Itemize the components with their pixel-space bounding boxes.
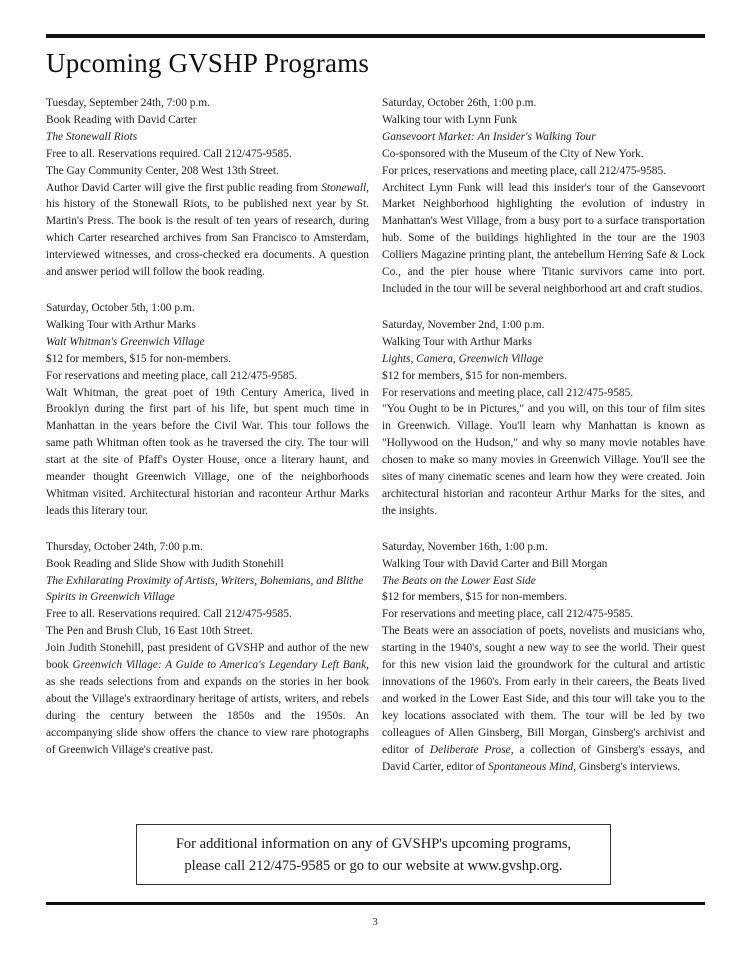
description-text: his history of the Stonewall Riots, to be published next year by St. Martin's Press. The book is the result of ten years of research, during which Carter researched archives from San Francisco to Amsterdam, interviewed witnesses, and cross-checked era documents. A question and answer period will follow the book reading. [46, 198, 369, 279]
program-description [382, 623, 705, 775]
program-type: Book Reading and Slide Show with Judith Stonehill [46, 557, 284, 570]
page-title: Upcoming GVSHP Programs [46, 48, 370, 78]
program-location: The Gay Community Center, 208 West 13th Street. [46, 164, 279, 177]
program-stonewall-riots [46, 95, 369, 281]
program-description: "You Ought to be in Pictures," and you will, on this tour of film sites in Greenwich. Village. You'll learn why Manhattan is known as "Hollywood on the Hudson," and why so many movie notables have chosen to make so many movies in Greenwich Village. You'll see the sites of many cinematic scenes and learn how they were created. Join architectural historian and raconteur Arthur Marks for the sites, and the insights. [382, 403, 705, 517]
book-title: Deliberate Prose, [429, 743, 514, 756]
description-text: Author David Carter will give the first public reading from [46, 181, 322, 194]
program-type: Walking Tour with David Carter and Bill Morgan [382, 557, 608, 570]
program-description [46, 180, 369, 281]
program-type: Walking Tour with Arthur Marks [46, 318, 196, 331]
program-type: Book Reading with David Carter [46, 113, 197, 126]
program-date: Thursday, October 24th, 7:00 p.m. [46, 540, 203, 553]
program-reservation: For prices, reservations and meeting place, call 212/475-9585. [382, 164, 667, 177]
description-text: as she reads selections from and expands on the stories in her book about the Village's extraordinary heritage of artists, writers, and rebels during the century between the 1850s and the 1950s. An accompanying slide show offers the chance to view rare photographs of Greenwich Village's creative past. [46, 676, 369, 756]
program-description [46, 640, 369, 758]
program-gansevoort-market [382, 95, 705, 298]
program-type: Walking tour with Lynn Funk [382, 113, 518, 126]
program-cost: $12 for members, $15 for non-members. [46, 352, 232, 365]
program-lights-camera [382, 317, 705, 520]
program-location: The Pen and Brush Club, 16 East 10th Street. [46, 625, 253, 638]
contact-line-2: please call 212/475-9585 or go to our website at www.gvshp.org. [184, 858, 563, 874]
program-title: The Exhilarating Proximity of Artists, Writers, Bohemians, and Blithe Spirits in Greenwich Village [46, 574, 364, 604]
description-text: Join Judith Stonehill, past president of GVSHP and author of the new book [46, 642, 369, 672]
program-exhilarating-proximity [46, 539, 369, 759]
program-cost: $12 for members, $15 for non-members. [382, 591, 568, 604]
program-description: Architect Lynn Funk will lead this insider's tour of the Gansevoort Market Neighborhood highlighting the evolution of industry in Manhattan's West Village, from a busy port to a surface transportation hub. Some of the buildings highlighted in the tour are the 1903 Colliers Magazine printing plant, the antebellum Herring Safe & Lock Co., and the pier house where Titanic survivors came into port. Included in the tour will be several neighborhood art and craft studios. [382, 181, 705, 295]
bottom-rule [46, 902, 705, 905]
program-title: Gansevoort Market: An Insider's Walking Tour [382, 130, 596, 143]
page-number: 3 [372, 916, 378, 928]
program-reservation: For reservations and meeting place, call 212/475-9585. [46, 369, 298, 382]
contact-info-box [136, 824, 611, 885]
program-title: Walt Whitman's Greenwich Village [46, 335, 205, 348]
program-description: Walt Whitman, the great poet of 19th Century America, lived in Brooklyn during the first part of his life, but spent much time in Manhattan in the years before the Civil War. This tour follows the same path Whitman often took as he traversed the city. The tour will start at the site of Pfaff's Oyster House, once a literary haunt, and meander thought Greenwich Village, one of the neighborhoods Whitman visited. Architectural historian and raconteur Arthur Marks leads this literary tour. [46, 386, 369, 517]
book-title: Spontaneous Mind, [488, 760, 577, 773]
program-date: Saturday, November 16th, 1:00 p.m. [382, 540, 548, 553]
description-text: The Beats were an association of poets, novelists and musicians who, starting in the 1940's, sought a new way to see the world. Their quest for this new vision laid the groundwork for the cultural and artistic innovations of the 1960's. From early in their careers, the Beats lived and worked in the Lower East Side, and this tour will take you to the key locations associated with them. The tour will be led by two colleagues of Allen Ginsberg, Bill Morgan, Ginsberg's archivist and editor of [382, 625, 705, 756]
description-text: a collection of Ginsberg's essays, and David Carter, editor of [382, 743, 705, 773]
program-cosponsor: Co-sponsored with the Museum of the City of New York. [382, 147, 644, 160]
book-title: Stonewall, [321, 181, 369, 194]
program-date: Saturday, November 2nd, 1:00 p.m. [382, 318, 545, 331]
program-reservation: For reservations and meeting place, call 212/475-9585. [382, 386, 634, 399]
program-cost: $12 for members, $15 for non-members. [382, 369, 568, 382]
program-cost: Free to all. Reservations required. Call 212/475-9585. [46, 147, 292, 160]
description-text: Ginsberg's interviews. [576, 760, 681, 773]
program-beats-lower-east-side [382, 539, 705, 776]
program-date: Saturday, October 5th, 1:00 p.m. [46, 301, 195, 314]
top-rule [46, 34, 705, 38]
program-date: Tuesday, September 24th, 7:00 p.m. [46, 97, 210, 109]
program-walt-whitman [46, 300, 369, 520]
program-type: Walking Tour with Arthur Marks [382, 335, 532, 348]
left-column [46, 95, 369, 778]
program-title: The Stonewall Riots [46, 130, 138, 143]
program-date: Saturday, October 26th, 1:00 p.m. [382, 97, 537, 109]
book-title: Greenwich Village: A Guide to America's Legendary Left Bank, [72, 659, 369, 672]
program-title: The Beats on the Lower East Side [382, 574, 536, 587]
contact-line-1: For additional information on any of GVSHP's upcoming programs, [175, 836, 572, 852]
program-reservation: For reservations and meeting place, call 212/475-9585. [382, 608, 634, 621]
right-column [382, 95, 705, 794]
program-cost: Free to all. Reservations required. Call 212/475-9585. [46, 608, 292, 621]
program-title: Lights, Camera, Greenwich Village [382, 352, 544, 365]
